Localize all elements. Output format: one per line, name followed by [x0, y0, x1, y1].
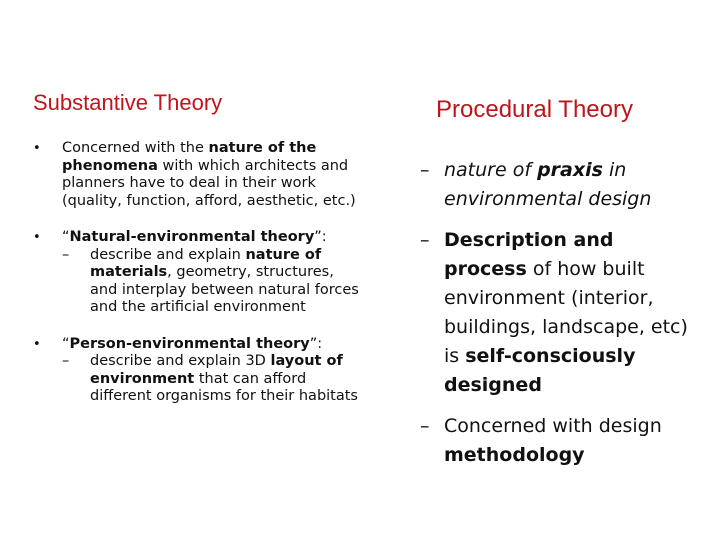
text-segment: describe and explain 3D	[90, 353, 271, 369]
text-segment: Person-environmental theory	[69, 335, 310, 352]
dash-item-text	[444, 226, 690, 400]
dash-item-text	[444, 156, 690, 214]
text-segment: Description and process	[444, 229, 614, 280]
bullet-icon: •	[33, 141, 41, 156]
text-segment: of how built environment (interior, buildings, landscape, etc) is	[444, 258, 688, 367]
text-segment: nature of	[444, 159, 538, 181]
dash-item	[420, 226, 690, 400]
text-segment: “	[62, 229, 70, 245]
text-segment: self-consciously designed	[444, 345, 636, 396]
text-segment: in environmental design	[444, 159, 652, 210]
procedural-theory-list	[420, 156, 690, 482]
bullet-text	[62, 229, 363, 247]
bullet-text	[62, 140, 363, 210]
text-segment: praxis	[537, 159, 603, 181]
text-segment: Concerned with the	[62, 140, 209, 156]
dash-icon: –	[420, 229, 430, 251]
dash-item	[420, 412, 690, 470]
bullet-text	[62, 336, 363, 354]
dash-item-text	[444, 412, 690, 470]
sub-bullet-item	[62, 353, 363, 406]
sub-bullet-text	[90, 353, 363, 406]
text-segment: layout of environment	[90, 353, 343, 387]
text-segment: ”:	[309, 335, 323, 352]
text-segment: that can afford different organisms for their habitats	[90, 370, 358, 404]
dash-icon: –	[420, 159, 430, 181]
text-segment: with which architects and planners have to deal in their work (quality, function, afford, aesthetic, etc.)	[62, 157, 356, 209]
text-segment: nature of the phenomena	[62, 140, 317, 174]
bullet-item	[33, 336, 363, 406]
text-segment: ”:	[314, 229, 327, 245]
text-segment: describe and explain	[90, 246, 246, 263]
bullet-icon: •	[33, 336, 41, 352]
text-segment: methodology	[444, 444, 585, 466]
bullet-item	[33, 229, 363, 317]
text-segment: Concerned with design	[444, 415, 662, 437]
text-segment: “	[62, 335, 70, 352]
text-segment: Natural-environmental theory	[69, 229, 315, 245]
dash-icon: –	[62, 353, 70, 369]
dash-icon: –	[62, 246, 70, 263]
bullet-icon: •	[33, 230, 41, 245]
left-column-title: Substantive Theory	[33, 90, 223, 115]
text-segment: , geometry, structures, and interplay between natural forces and the artificial environment	[90, 264, 359, 315]
dash-item	[420, 156, 690, 214]
sub-bullet-item	[62, 247, 363, 317]
sub-bullet-text	[90, 247, 363, 317]
text-segment: nature of materials	[90, 246, 322, 280]
substantive-theory-list	[33, 140, 363, 425]
dash-icon: –	[420, 415, 430, 437]
bullet-item	[33, 140, 363, 210]
right-column-title: Procedural Theory	[436, 96, 633, 123]
